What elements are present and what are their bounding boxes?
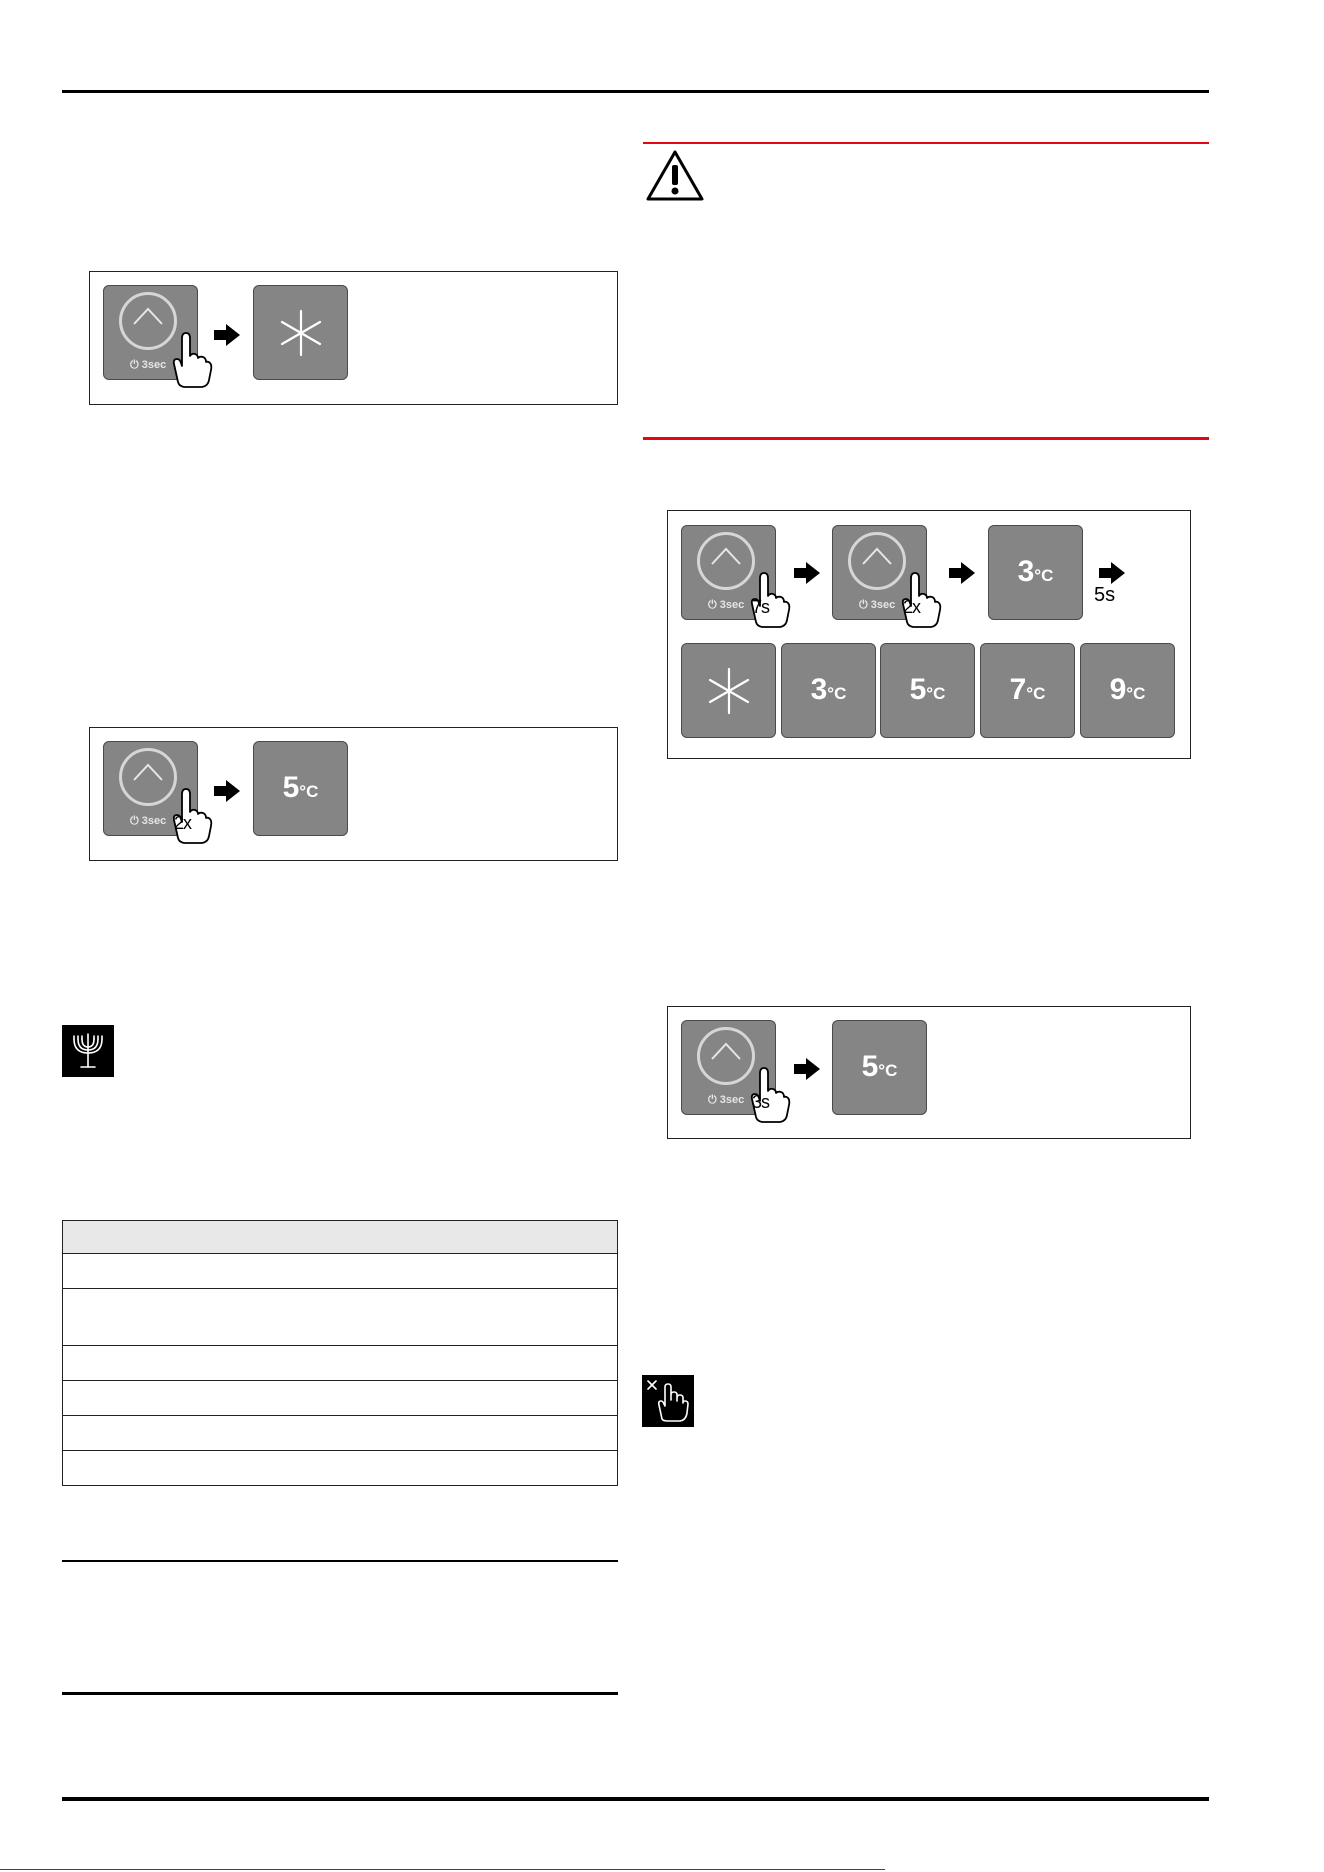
temperature-unit: °C: [1026, 684, 1046, 703]
button-sub-label: ⏻ 3sec: [708, 1094, 745, 1106]
timeout-label: 5s: [1094, 584, 1116, 606]
arrow-right-icon: [212, 779, 242, 803]
arrow-right-icon: [792, 561, 822, 585]
figure-temperature-setting: [89, 727, 618, 861]
figure-temperature-cycle: [667, 510, 1191, 759]
display-temperature: [832, 1020, 927, 1115]
chevron-up-icon: [130, 760, 166, 784]
display-temperature: [988, 525, 1083, 620]
section-rule: [62, 1692, 618, 1695]
button-sub-label: ⏻ 3sec: [859, 599, 896, 611]
button-sub-label: ⏻ 3sec: [130, 359, 167, 371]
section-rule: [62, 1560, 618, 1562]
arrow-right-icon: [212, 323, 242, 347]
temperature-value: 3: [1017, 555, 1035, 588]
cycle-temperature: [880, 643, 975, 738]
up-button-press[interactable]: [832, 525, 927, 620]
figure-lock-hold: [667, 1006, 1191, 1139]
press-count-label: 2x: [903, 597, 921, 617]
table-row: [63, 1346, 618, 1381]
snowflake-icon: [276, 308, 326, 358]
figure-supercool-activation: [89, 271, 618, 405]
button-sub-label: ⏻ 3sec: [130, 815, 167, 827]
temperature-unit: °C: [1126, 684, 1146, 703]
temperature-value: 3: [810, 673, 828, 706]
cycle-supercool: [681, 643, 776, 738]
warning-triangle-icon: [645, 148, 705, 202]
cycle-temperature: [781, 643, 876, 738]
arrow-right-icon: [947, 561, 977, 585]
table-row: [63, 1416, 618, 1451]
table-row: [63, 1381, 618, 1416]
data-table: [62, 1220, 618, 1486]
header-rule: [62, 90, 1209, 93]
arrow-right-icon: [1097, 561, 1127, 585]
snowflake-icon: [704, 666, 754, 716]
temperature-unit: °C: [827, 684, 847, 703]
chevron-up-icon: [859, 544, 895, 568]
up-button[interactable]: [103, 285, 198, 380]
hand-press-icon: [168, 332, 212, 388]
page-edge-line: [0, 1869, 885, 1870]
chevron-up-icon: [708, 544, 744, 568]
temperature-unit: °C: [878, 1061, 898, 1080]
up-button-hold[interactable]: [681, 1020, 776, 1115]
table-row: [63, 1451, 618, 1486]
press-duration-label: 3s: [752, 1092, 770, 1112]
display-supercool: [253, 285, 348, 380]
temperature-value: 5: [909, 673, 927, 706]
temperature-unit: °C: [926, 684, 946, 703]
press-count-label: 2x: [174, 813, 192, 833]
button-sub-label: ⏻ 3sec: [708, 599, 745, 611]
no-touch-icon: [642, 1375, 694, 1427]
temperature-value: 9: [1109, 673, 1127, 706]
arrow-right-icon: [792, 1057, 822, 1081]
table-row: [63, 1289, 618, 1346]
warning-top-rule: [643, 142, 1209, 144]
chevron-up-icon: [130, 304, 166, 328]
chevron-up-icon: [708, 1039, 744, 1063]
up-button-hold[interactable]: [681, 525, 776, 620]
press-duration-label: 7s: [752, 597, 770, 617]
display-temperature: [253, 741, 348, 836]
temperature-value: 5: [282, 771, 300, 804]
temperature-value: 7: [1009, 673, 1027, 706]
table-header-row: [63, 1221, 618, 1254]
table-row: [63, 1254, 618, 1289]
cycle-temperature: [1080, 643, 1175, 738]
warning-bottom-rule: [643, 437, 1209, 440]
temperature-unit: °C: [1034, 566, 1054, 585]
up-button[interactable]: [103, 741, 198, 836]
temperature-unit: °C: [299, 782, 319, 801]
temperature-value: 5: [861, 1050, 879, 1083]
footer-rule: [62, 1797, 1209, 1801]
menorah-icon: [62, 1025, 114, 1077]
cycle-temperature: [980, 643, 1075, 738]
